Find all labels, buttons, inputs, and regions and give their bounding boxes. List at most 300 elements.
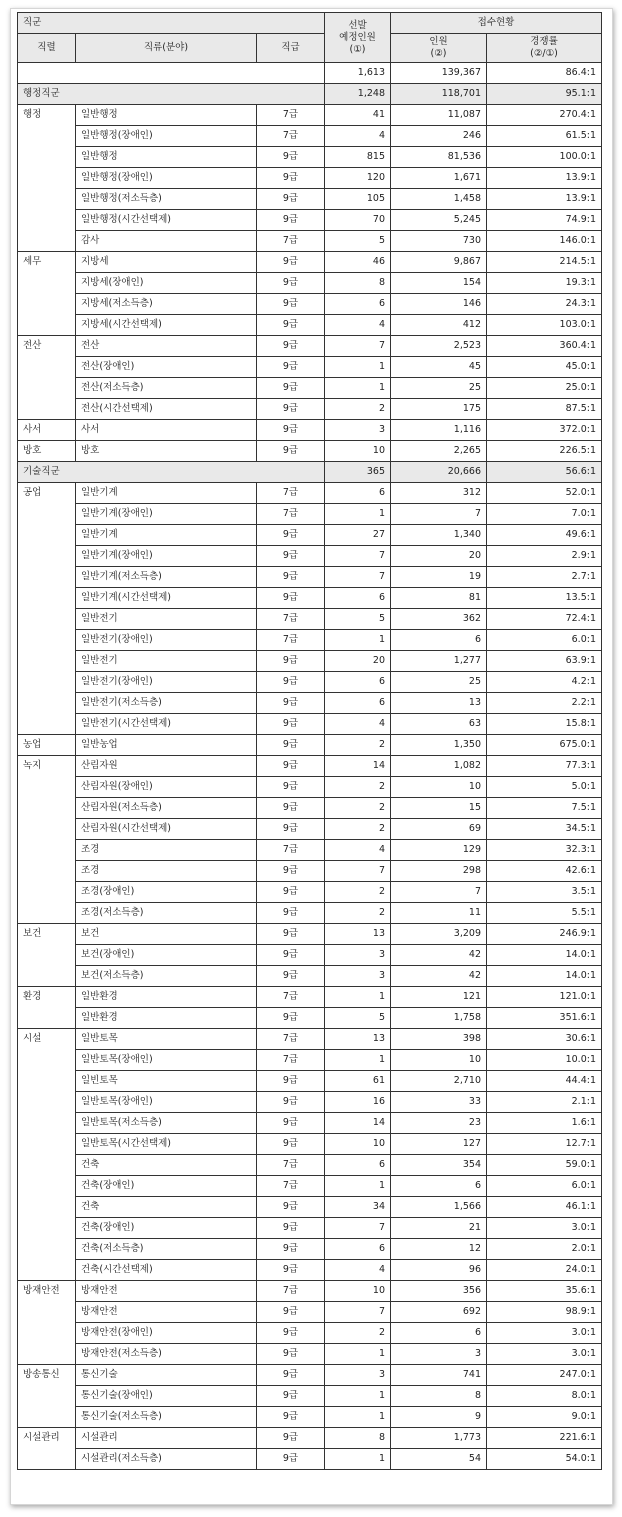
applicants-cell: 42 — [391, 945, 487, 966]
grade-cell: 9급 — [257, 1302, 325, 1323]
planned-cell: 5 — [325, 1008, 391, 1029]
series-cell: 방호 — [18, 441, 76, 462]
table-row — [18, 672, 602, 693]
planned-cell: 6 — [325, 672, 391, 693]
series-cell: 시설관리 — [18, 1428, 76, 1470]
table-row — [18, 651, 602, 672]
table-row — [18, 1071, 602, 1092]
grade-cell: 7급 — [257, 483, 325, 504]
ratio-cell: 1.6:1 — [487, 1113, 602, 1134]
table-row — [18, 798, 602, 819]
field-cell: 일반전기(저소득층) — [76, 693, 257, 714]
applicants-cell: 20 — [391, 546, 487, 567]
field-cell: 건축(시간선택제) — [76, 1260, 257, 1281]
grade-cell: 9급 — [257, 1449, 325, 1470]
ratio-cell: 61.5:1 — [487, 126, 602, 147]
grade-cell: 7급 — [257, 126, 325, 147]
planned-cell: 7 — [325, 567, 391, 588]
ratio-cell: 49.6:1 — [487, 525, 602, 546]
applicants-cell: 19 — [391, 567, 487, 588]
group-ratio: 95.1:1 — [487, 84, 602, 105]
ratio-cell: 32.3:1 — [487, 840, 602, 861]
grade-cell: 9급 — [257, 252, 325, 273]
applicants-cell: 127 — [391, 1134, 487, 1155]
field-cell: 지방세(저소득층) — [76, 294, 257, 315]
grade-cell: 9급 — [257, 924, 325, 945]
ratio-cell: 74.9:1 — [487, 210, 602, 231]
planned-cell: 10 — [325, 1134, 391, 1155]
grade-cell: 9급 — [257, 294, 325, 315]
ratio-cell: 2.2:1 — [487, 693, 602, 714]
ratio-cell: 3.5:1 — [487, 882, 602, 903]
applicants-cell: 1,458 — [391, 189, 487, 210]
applicants-cell: 1,116 — [391, 420, 487, 441]
applicants-cell: 15 — [391, 798, 487, 819]
grade-cell: 9급 — [257, 567, 325, 588]
planned-cell: 3 — [325, 1365, 391, 1386]
applicants-cell: 730 — [391, 231, 487, 252]
table-row — [18, 1281, 602, 1302]
grade-cell: 9급 — [257, 168, 325, 189]
ratio-cell: 7.5:1 — [487, 798, 602, 819]
field-cell: 사서 — [76, 420, 257, 441]
planned-cell: 7 — [325, 1218, 391, 1239]
table-row — [18, 1449, 602, 1470]
planned-cell: 6 — [325, 1239, 391, 1260]
grade-cell: 9급 — [257, 546, 325, 567]
field-cell: 조경(장애인) — [76, 882, 257, 903]
planned-cell: 5 — [325, 231, 391, 252]
field-cell: 지방세(장애인) — [76, 273, 257, 294]
grade-cell: 7급 — [257, 1050, 325, 1071]
ratio-cell: 100.0:1 — [487, 147, 602, 168]
grade-cell: 9급 — [257, 399, 325, 420]
grade-cell: 9급 — [257, 777, 325, 798]
table-row — [18, 1008, 602, 1029]
field-cell: 일반행정 — [76, 105, 257, 126]
planned-cell: 1 — [325, 1407, 391, 1428]
planned-cell: 2 — [325, 903, 391, 924]
series-cell: 방재안전 — [18, 1281, 76, 1365]
total-planned: 1,613 — [325, 63, 391, 84]
field-cell: 조경(저소득층) — [76, 903, 257, 924]
ratio-cell: 13.5:1 — [487, 588, 602, 609]
field-cell: 일반기계(장애인) — [76, 504, 257, 525]
grade-cell: 9급 — [257, 945, 325, 966]
grade-cell: 9급 — [257, 525, 325, 546]
applicants-cell: 63 — [391, 714, 487, 735]
ratio-cell: 34.5:1 — [487, 819, 602, 840]
table-row — [18, 1134, 602, 1155]
table-row — [18, 357, 602, 378]
field-cell: 방재안전(저소득층) — [76, 1344, 257, 1365]
ratio-cell: 19.3:1 — [487, 273, 602, 294]
ratio-cell: 221.6:1 — [487, 1428, 602, 1449]
applicants-cell: 54 — [391, 1449, 487, 1470]
group-name: 기술직군 — [18, 462, 325, 483]
grade-cell: 9급 — [257, 1197, 325, 1218]
grade-cell: 7급 — [257, 987, 325, 1008]
group-row — [18, 462, 602, 483]
series-cell: 시설 — [18, 1029, 76, 1281]
applicants-cell: 362 — [391, 609, 487, 630]
planned-cell: 6 — [325, 588, 391, 609]
ratio-cell: 77.3:1 — [487, 756, 602, 777]
field-cell: 지방세 — [76, 252, 257, 273]
field-cell: 일반행정(장애인) — [76, 168, 257, 189]
field-cell: 일반토목 — [76, 1029, 257, 1050]
table-row — [18, 252, 602, 273]
field-cell: 일반전기(장애인) — [76, 630, 257, 651]
field-cell: 조경 — [76, 861, 257, 882]
field-cell: 일반토목(저소득층) — [76, 1113, 257, 1134]
grade-cell: 9급 — [257, 1407, 325, 1428]
planned-cell: 1 — [325, 987, 391, 1008]
series-cell: 행정 — [18, 105, 76, 252]
table-row — [18, 1365, 602, 1386]
table-row — [18, 105, 602, 126]
ratio-cell: 5.0:1 — [487, 777, 602, 798]
ratio-cell: 226.5:1 — [487, 441, 602, 462]
grade-cell: 9급 — [257, 672, 325, 693]
grade-cell: 9급 — [257, 210, 325, 231]
ratio-cell: 247.0:1 — [487, 1365, 602, 1386]
header-ratio: 경쟁률 (②/①) — [487, 34, 602, 63]
applicants-cell: 12 — [391, 1239, 487, 1260]
applicants-cell: 692 — [391, 1302, 487, 1323]
grade-cell: 9급 — [257, 1092, 325, 1113]
grade-cell: 9급 — [257, 1008, 325, 1029]
field-cell: 산림자원(장애인) — [76, 777, 257, 798]
grade-cell: 7급 — [257, 1155, 325, 1176]
planned-cell: 27 — [325, 525, 391, 546]
applicants-cell: 2,523 — [391, 336, 487, 357]
table-row — [18, 945, 602, 966]
series-cell: 방송통신 — [18, 1365, 76, 1428]
planned-cell: 46 — [325, 252, 391, 273]
ratio-cell: 7.0:1 — [487, 504, 602, 525]
applicants-cell: 33 — [391, 1092, 487, 1113]
field-cell: 건축 — [76, 1197, 257, 1218]
grade-cell: 9급 — [257, 378, 325, 399]
applicants-cell: 246 — [391, 126, 487, 147]
planned-cell: 14 — [325, 756, 391, 777]
planned-cell: 2 — [325, 1323, 391, 1344]
applicants-cell: 146 — [391, 294, 487, 315]
applicants-cell: 81,536 — [391, 147, 487, 168]
applicants-cell: 175 — [391, 399, 487, 420]
planned-cell: 1 — [325, 1176, 391, 1197]
field-cell: 일반기계(저소득층) — [76, 567, 257, 588]
series-cell: 농업 — [18, 735, 76, 756]
planned-cell: 16 — [325, 1092, 391, 1113]
table-row — [18, 861, 602, 882]
field-cell: 통신기술(저소득층) — [76, 1407, 257, 1428]
table-row — [18, 609, 602, 630]
table-row — [18, 1176, 602, 1197]
ratio-cell: 13.9:1 — [487, 168, 602, 189]
table-row — [18, 1239, 602, 1260]
grade-cell: 9급 — [257, 882, 325, 903]
applicants-cell: 121 — [391, 987, 487, 1008]
group-applicants: 118,701 — [391, 84, 487, 105]
table-row — [18, 294, 602, 315]
ratio-cell: 24.0:1 — [487, 1260, 602, 1281]
planned-cell: 2 — [325, 798, 391, 819]
planned-cell: 7 — [325, 1302, 391, 1323]
ratio-cell: 3.0:1 — [487, 1323, 602, 1344]
table-row — [18, 189, 602, 210]
table-row — [18, 735, 602, 756]
grade-cell: 9급 — [257, 735, 325, 756]
grade-cell: 9급 — [257, 1365, 325, 1386]
grade-cell: 7급 — [257, 504, 325, 525]
applicants-cell: 3,209 — [391, 924, 487, 945]
planned-cell: 10 — [325, 1281, 391, 1302]
applicants-cell: 7 — [391, 882, 487, 903]
grade-cell: 9급 — [257, 315, 325, 336]
grade-cell: 9급 — [257, 357, 325, 378]
applicants-cell: 69 — [391, 819, 487, 840]
grade-cell: 7급 — [257, 105, 325, 126]
field-cell: 건축 — [76, 1155, 257, 1176]
grade-cell: 9급 — [257, 441, 325, 462]
table-row — [18, 1113, 602, 1134]
grade-cell: 9급 — [257, 588, 325, 609]
group-ratio: 56.6:1 — [487, 462, 602, 483]
ratio-cell: 3.0:1 — [487, 1218, 602, 1239]
applicants-cell: 398 — [391, 1029, 487, 1050]
grade-cell: 7급 — [257, 840, 325, 861]
series-cell: 세무 — [18, 252, 76, 336]
grade-cell: 9급 — [257, 1386, 325, 1407]
table-row — [18, 231, 602, 252]
planned-cell: 7 — [325, 861, 391, 882]
planned-cell: 105 — [325, 189, 391, 210]
series-cell: 사서 — [18, 420, 76, 441]
planned-cell: 5 — [325, 609, 391, 630]
group-planned: 365 — [325, 462, 391, 483]
table-row — [18, 1344, 602, 1365]
header-series: 직렬 — [18, 34, 76, 63]
field-cell: 일반기계(시간선택제) — [76, 588, 257, 609]
grade-cell: 9급 — [257, 693, 325, 714]
table-row — [18, 147, 602, 168]
grade-cell: 7급 — [257, 1029, 325, 1050]
planned-cell: 4 — [325, 840, 391, 861]
field-cell: 일반토목(장애인) — [76, 1050, 257, 1071]
ratio-cell: 2.9:1 — [487, 546, 602, 567]
applicants-cell: 356 — [391, 1281, 487, 1302]
ratio-cell: 35.6:1 — [487, 1281, 602, 1302]
grade-cell: 9급 — [257, 1323, 325, 1344]
ratio-cell: 214.5:1 — [487, 252, 602, 273]
ratio-cell: 45.0:1 — [487, 357, 602, 378]
ratio-cell: 6.0:1 — [487, 630, 602, 651]
planned-cell: 13 — [325, 1029, 391, 1050]
table-body — [18, 63, 602, 1470]
field-cell: 일반행정(장애인) — [76, 126, 257, 147]
planned-cell: 6 — [325, 483, 391, 504]
field-cell: 일반행정(시간선택제) — [76, 210, 257, 231]
planned-cell: 1 — [325, 1449, 391, 1470]
ratio-cell: 2.7:1 — [487, 567, 602, 588]
table-row — [18, 1428, 602, 1449]
applicants-cell: 1,566 — [391, 1197, 487, 1218]
table-row — [18, 1260, 602, 1281]
group-row — [18, 84, 602, 105]
ratio-cell: 10.0:1 — [487, 1050, 602, 1071]
field-cell: 시설관리 — [76, 1428, 257, 1449]
applicants-cell: 298 — [391, 861, 487, 882]
applicants-cell: 25 — [391, 378, 487, 399]
applicants-cell: 1,350 — [391, 735, 487, 756]
field-cell: 일반전기 — [76, 651, 257, 672]
grade-cell: 9급 — [257, 1239, 325, 1260]
header-received: 접수현황 — [391, 13, 602, 34]
grade-cell: 9급 — [257, 420, 325, 441]
ratio-cell: 2.1:1 — [487, 1092, 602, 1113]
planned-cell: 10 — [325, 441, 391, 462]
field-cell: 조경 — [76, 840, 257, 861]
applicants-cell: 6 — [391, 1176, 487, 1197]
applicants-cell: 5,245 — [391, 210, 487, 231]
field-cell: 일반기계(장애인) — [76, 546, 257, 567]
group-applicants: 20,666 — [391, 462, 487, 483]
grade-cell: 9급 — [257, 903, 325, 924]
planned-cell: 4 — [325, 714, 391, 735]
field-cell: 전산 — [76, 336, 257, 357]
planned-cell: 2 — [325, 819, 391, 840]
planned-cell: 7 — [325, 336, 391, 357]
total-applicants: 139,367 — [391, 63, 487, 84]
table-row — [18, 315, 602, 336]
planned-cell: 8 — [325, 273, 391, 294]
planned-cell: 6 — [325, 294, 391, 315]
field-cell: 시설관리(저소득층) — [76, 1449, 257, 1470]
table-row — [18, 546, 602, 567]
applicants-cell: 1,082 — [391, 756, 487, 777]
table-row — [18, 903, 602, 924]
total-label — [18, 63, 325, 84]
planned-cell: 2 — [325, 777, 391, 798]
grade-cell: 7급 — [257, 609, 325, 630]
field-cell: 일반기계 — [76, 525, 257, 546]
planned-cell: 3 — [325, 966, 391, 987]
table-row — [18, 987, 602, 1008]
series-cell: 공업 — [18, 483, 76, 735]
field-cell: 전산(시간선택제) — [76, 399, 257, 420]
grade-cell: 9급 — [257, 861, 325, 882]
field-cell: 감사 — [76, 231, 257, 252]
ratio-cell: 63.9:1 — [487, 651, 602, 672]
field-cell: 통신기술(장애인) — [76, 1386, 257, 1407]
ratio-cell: 42.6:1 — [487, 861, 602, 882]
header-field: 직류(분야) — [76, 34, 257, 63]
ratio-cell: 103.0:1 — [487, 315, 602, 336]
field-cell: 일반토목(장애인) — [76, 1092, 257, 1113]
applicants-cell: 10 — [391, 1050, 487, 1071]
grade-cell: 7급 — [257, 231, 325, 252]
ratio-cell: 59.0:1 — [487, 1155, 602, 1176]
planned-cell: 6 — [325, 693, 391, 714]
grade-cell: 9급 — [257, 819, 325, 840]
ratio-cell: 6.0:1 — [487, 1176, 602, 1197]
table-row — [18, 168, 602, 189]
total-row — [18, 63, 602, 84]
table-row — [18, 210, 602, 231]
table-row — [18, 504, 602, 525]
table-row — [18, 714, 602, 735]
planned-cell: 14 — [325, 1113, 391, 1134]
series-cell: 녹지 — [18, 756, 76, 924]
grade-cell: 9급 — [257, 273, 325, 294]
planned-cell: 41 — [325, 105, 391, 126]
applicants-cell: 1,671 — [391, 168, 487, 189]
applicants-cell: 96 — [391, 1260, 487, 1281]
planned-cell: 61 — [325, 1071, 391, 1092]
field-cell: 방재안전(장애인) — [76, 1323, 257, 1344]
table-row — [18, 483, 602, 504]
planned-cell: 2 — [325, 399, 391, 420]
field-cell: 일반전기(시간선택제) — [76, 714, 257, 735]
applicants-cell: 21 — [391, 1218, 487, 1239]
field-cell: 건축(저소득층) — [76, 1239, 257, 1260]
ratio-cell: 98.9:1 — [487, 1302, 602, 1323]
table-row — [18, 882, 602, 903]
applicants-cell: 1,277 — [391, 651, 487, 672]
ratio-cell: 246.9:1 — [487, 924, 602, 945]
field-cell: 일빈토목 — [76, 1071, 257, 1092]
grade-cell: 9급 — [257, 1260, 325, 1281]
group-name: 행정직군 — [18, 84, 325, 105]
table-row — [18, 399, 602, 420]
ratio-cell: 24.3:1 — [487, 294, 602, 315]
applicants-cell: 1,340 — [391, 525, 487, 546]
planned-cell: 4 — [325, 1260, 391, 1281]
table-row — [18, 756, 602, 777]
table-row — [18, 1197, 602, 1218]
applicants-cell: 6 — [391, 630, 487, 651]
ratio-cell: 14.0:1 — [487, 966, 602, 987]
field-cell: 일반환경 — [76, 1008, 257, 1029]
table-row — [18, 1155, 602, 1176]
total-ratio: 86.4:1 — [487, 63, 602, 84]
recruitment-applications-table — [17, 12, 602, 1470]
applicants-cell: 11,087 — [391, 105, 487, 126]
ratio-cell: 360.4:1 — [487, 336, 602, 357]
table-row — [18, 840, 602, 861]
field-cell: 전산(저소득층) — [76, 378, 257, 399]
grade-cell: 9급 — [257, 966, 325, 987]
field-cell: 통신기술 — [76, 1365, 257, 1386]
field-cell: 보건(저소득층) — [76, 966, 257, 987]
ratio-cell: 46.1:1 — [487, 1197, 602, 1218]
planned-cell: 13 — [325, 924, 391, 945]
header-grade: 직급 — [257, 34, 325, 63]
field-cell: 일반기계 — [76, 483, 257, 504]
ratio-cell: 146.0:1 — [487, 231, 602, 252]
applicants-cell: 129 — [391, 840, 487, 861]
table-row — [18, 1323, 602, 1344]
table-row — [18, 126, 602, 147]
grade-cell: 9급 — [257, 189, 325, 210]
grade-cell: 7급 — [257, 630, 325, 651]
applicants-cell: 412 — [391, 315, 487, 336]
grade-cell: 9급 — [257, 1344, 325, 1365]
ratio-cell: 12.7:1 — [487, 1134, 602, 1155]
ratio-cell: 8.0:1 — [487, 1386, 602, 1407]
